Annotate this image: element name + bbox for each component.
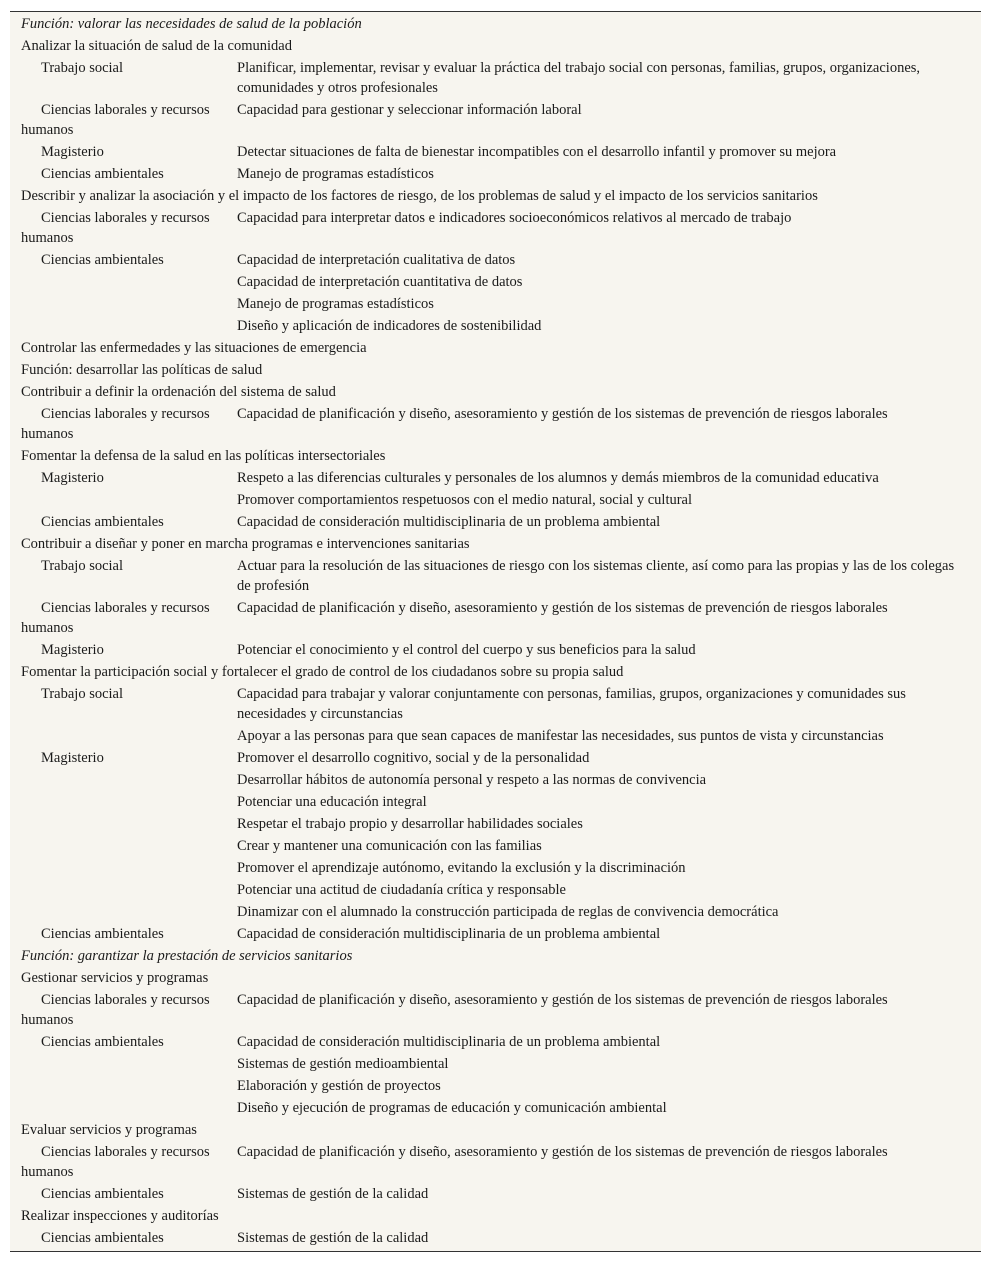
section-heading: Función: valorar las necesidades de salud de la población <box>21 16 362 32</box>
discipline-cell <box>10 858 237 878</box>
table-row <box>10 207 981 249</box>
table-row <box>10 99 981 141</box>
discipline-cell: Ciencias laborales y recursos humanos <box>21 102 210 138</box>
competency-cell: Sistemas de gestión de la calidad <box>237 1230 429 1246</box>
section-heading: Controlar las enfermedades y las situaciones de emergencia <box>21 340 367 356</box>
table-row <box>10 769 981 791</box>
competency-cell: Potenciar una actitud de ciudadanía crítica y responsable <box>237 882 566 898</box>
discipline-cell <box>10 836 237 856</box>
discipline-cell: Magisterio <box>41 144 104 160</box>
table-row <box>10 879 981 901</box>
competency-cell: Sistemas de gestión medioambiental <box>237 1056 449 1072</box>
section-heading: Contribuir a diseñar y poner en marcha programas e intervenciones sanitarias <box>21 536 470 552</box>
competency-cell: Diseño y aplicación de indicadores de sostenibilidad <box>237 318 542 334</box>
table-row <box>10 835 981 857</box>
table-row <box>10 1227 981 1249</box>
table-row <box>10 403 981 445</box>
competency-cell: Sistemas de gestión de la calidad <box>237 1186 429 1202</box>
table-row <box>10 555 981 597</box>
competencies-table <box>10 11 981 1252</box>
table-row <box>10 813 981 835</box>
competency-cell: Crear y mantener una comunicación con las familias <box>237 838 542 854</box>
discipline-cell: Magisterio <box>41 642 104 658</box>
table-row <box>10 1183 981 1205</box>
table-row <box>10 293 981 315</box>
competency-cell: Promover el desarrollo cognitivo, social y de la personalidad <box>237 750 590 766</box>
competency-cell: Promover el aprendizaje autónomo, evitando la exclusión y la discriminación <box>237 860 686 876</box>
discipline-cell <box>10 490 237 510</box>
competency-cell: Actuar para la resolución de las situaciones de riesgo con los sistemas cliente, así como para las propias y las de los colegas de profesión <box>237 558 955 594</box>
discipline-cell: Ciencias ambientales <box>41 166 164 182</box>
discipline-cell <box>10 1076 237 1096</box>
discipline-cell: Trabajo social <box>41 558 124 574</box>
table-row <box>10 1031 981 1053</box>
discipline-cell: Ciencias laborales y recursos humanos <box>21 600 210 636</box>
competency-cell: Respetar el trabajo propio y desarrollar habilidades sociales <box>237 816 583 832</box>
discipline-cell: Ciencias ambientales <box>41 1230 164 1246</box>
table-row <box>10 989 981 1031</box>
discipline-cell: Ciencias ambientales <box>41 514 164 530</box>
table-row <box>10 683 981 725</box>
table-row <box>10 791 981 813</box>
section-heading: Realizar inspecciones y auditorías <box>21 1208 219 1224</box>
competency-cell: Capacidad de consideración multidisciplinaria de un problema ambiental <box>237 1034 661 1050</box>
table-row <box>10 163 981 185</box>
discipline-cell <box>10 316 237 336</box>
table-row <box>10 747 981 769</box>
discipline-cell: Ciencias ambientales <box>41 1034 164 1050</box>
discipline-cell <box>10 294 237 314</box>
discipline-cell <box>10 1098 237 1118</box>
competency-cell: Desarrollar hábitos de autonomía personal y respeto a las normas de convivencia <box>237 772 707 788</box>
discipline-cell <box>10 814 237 834</box>
section-heading: Función: garantizar la prestación de servicios sanitarios <box>21 948 353 964</box>
competency-cell: Promover comportamientos respetuosos con el medio natural, social y cultural <box>237 492 693 508</box>
discipline-cell <box>10 272 237 292</box>
competency-cell: Capacidad para trabajar y valorar conjuntamente con personas, familias, grupos, organizaciones y comunidades sus necesidades y circunstancias <box>237 686 906 722</box>
section-heading: Función: desarrollar las políticas de salud <box>21 362 263 378</box>
section-heading: Fomentar la defensa de la salud en las políticas intersectoriales <box>21 448 386 464</box>
competency-cell: Manejo de programas estadísticos <box>237 296 434 312</box>
table-row <box>10 271 981 293</box>
table-row <box>10 511 981 533</box>
competency-cell: Dinamizar con el alumnado la construcción participada de reglas de convivencia democrática <box>237 904 779 920</box>
discipline-cell <box>10 792 237 812</box>
competency-cell: Potenciar el conocimiento y el control del cuerpo y sus beneficios para la salud <box>237 642 696 658</box>
table-row <box>10 249 981 271</box>
discipline-cell: Ciencias laborales y recursos humanos <box>21 406 210 442</box>
competency-cell: Capacidad de planificación y diseño, asesoramiento y gestión de los sistemas de prevención de riesgos laborales <box>237 1144 888 1160</box>
section-heading: Analizar la situación de salud de la comunidad <box>21 38 292 54</box>
discipline-cell: Trabajo social <box>41 60 124 76</box>
discipline-cell: Ciencias laborales y recursos humanos <box>21 992 210 1028</box>
discipline-cell: Magisterio <box>41 750 104 766</box>
table-row <box>10 857 981 879</box>
competency-cell: Manejo de programas estadísticos <box>237 166 434 182</box>
discipline-cell: Ciencias ambientales <box>41 1186 164 1202</box>
discipline-cell <box>10 726 237 746</box>
section-heading: Describir y analizar la asociación y el impacto de los factores de riesgo, de los problemas de salud y el impacto de los servicios sanitarios <box>21 188 818 204</box>
competency-cell: Capacidad de planificación y diseño, asesoramiento y gestión de los sistemas de prevención de riesgos laborales <box>237 406 888 422</box>
section-heading: Gestionar servicios y programas <box>21 970 209 986</box>
table-row <box>10 597 981 639</box>
table-row <box>10 1053 981 1075</box>
competency-cell: Capacidad de interpretación cuantitativa de datos <box>237 274 523 290</box>
table-row <box>10 57 981 99</box>
table-row <box>10 141 981 163</box>
competency-cell: Elaboración y gestión de proyectos <box>237 1078 441 1094</box>
discipline-cell: Ciencias ambientales <box>41 252 164 268</box>
competency-cell: Capacidad de consideración multidisciplinaria de un problema ambiental <box>237 514 661 530</box>
discipline-cell <box>10 1054 237 1074</box>
table-row <box>10 1075 981 1097</box>
table-row <box>10 1097 981 1119</box>
competency-cell: Planificar, implementar, revisar y evaluar la práctica del trabajo social con personas, familias, grupos, organizaciones, comunidades y otros profesionales <box>237 60 921 96</box>
discipline-cell <box>10 770 237 790</box>
section-heading: Fomentar la participación social y fortalecer el grado de control de los ciudadanos sobre su propia salud <box>21 664 624 680</box>
competency-cell: Diseño y ejecución de programas de educación y comunicación ambiental <box>237 1100 667 1116</box>
competency-cell: Detectar situaciones de falta de bienestar incompatibles con el desarrollo infantil y promover su mejora <box>237 144 837 160</box>
competency-cell: Potenciar una educación integral <box>237 794 427 810</box>
competency-cell: Capacidad para gestionar y seleccionar información laboral <box>237 102 582 118</box>
table-row <box>10 467 981 489</box>
discipline-cell: Ciencias laborales y recursos humanos <box>21 210 210 246</box>
competency-cell: Capacidad de planificación y diseño, asesoramiento y gestión de los sistemas de prevención de riesgos laborales <box>237 992 888 1008</box>
table-row <box>10 901 981 923</box>
competency-cell: Respeto a las diferencias culturales y personales de los alumnos y demás miembros de la comunidad educativa <box>237 470 879 486</box>
competency-cell: Apoyar a las personas para que sean capaces de manifestar las necesidades, sus puntos de vista y circunstancias <box>237 728 884 744</box>
section-heading: Contribuir a definir la ordenación del sistema de salud <box>21 384 336 400</box>
discipline-cell <box>10 902 237 922</box>
table-row <box>10 1141 981 1183</box>
discipline-cell: Ciencias ambientales <box>41 926 164 942</box>
discipline-cell <box>10 880 237 900</box>
competency-cell: Capacidad de interpretación cualitativa de datos <box>237 252 516 268</box>
competency-cell: Capacidad de planificación y diseño, asesoramiento y gestión de los sistemas de prevención de riesgos laborales <box>237 600 888 616</box>
table-row <box>10 725 981 747</box>
table-row <box>10 489 981 511</box>
table-row <box>10 923 981 945</box>
discipline-cell: Magisterio <box>41 470 104 486</box>
discipline-cell: Trabajo social <box>41 686 124 702</box>
competency-cell: Capacidad para interpretar datos e indicadores socioeconómicos relativos al mercado de trabajo <box>237 210 792 226</box>
discipline-cell: Ciencias laborales y recursos humanos <box>21 1144 210 1180</box>
section-heading: Evaluar servicios y programas <box>21 1122 197 1138</box>
table-row <box>10 315 981 337</box>
table-row <box>10 639 981 661</box>
competency-cell: Capacidad de consideración multidisciplinaria de un problema ambiental <box>237 926 661 942</box>
